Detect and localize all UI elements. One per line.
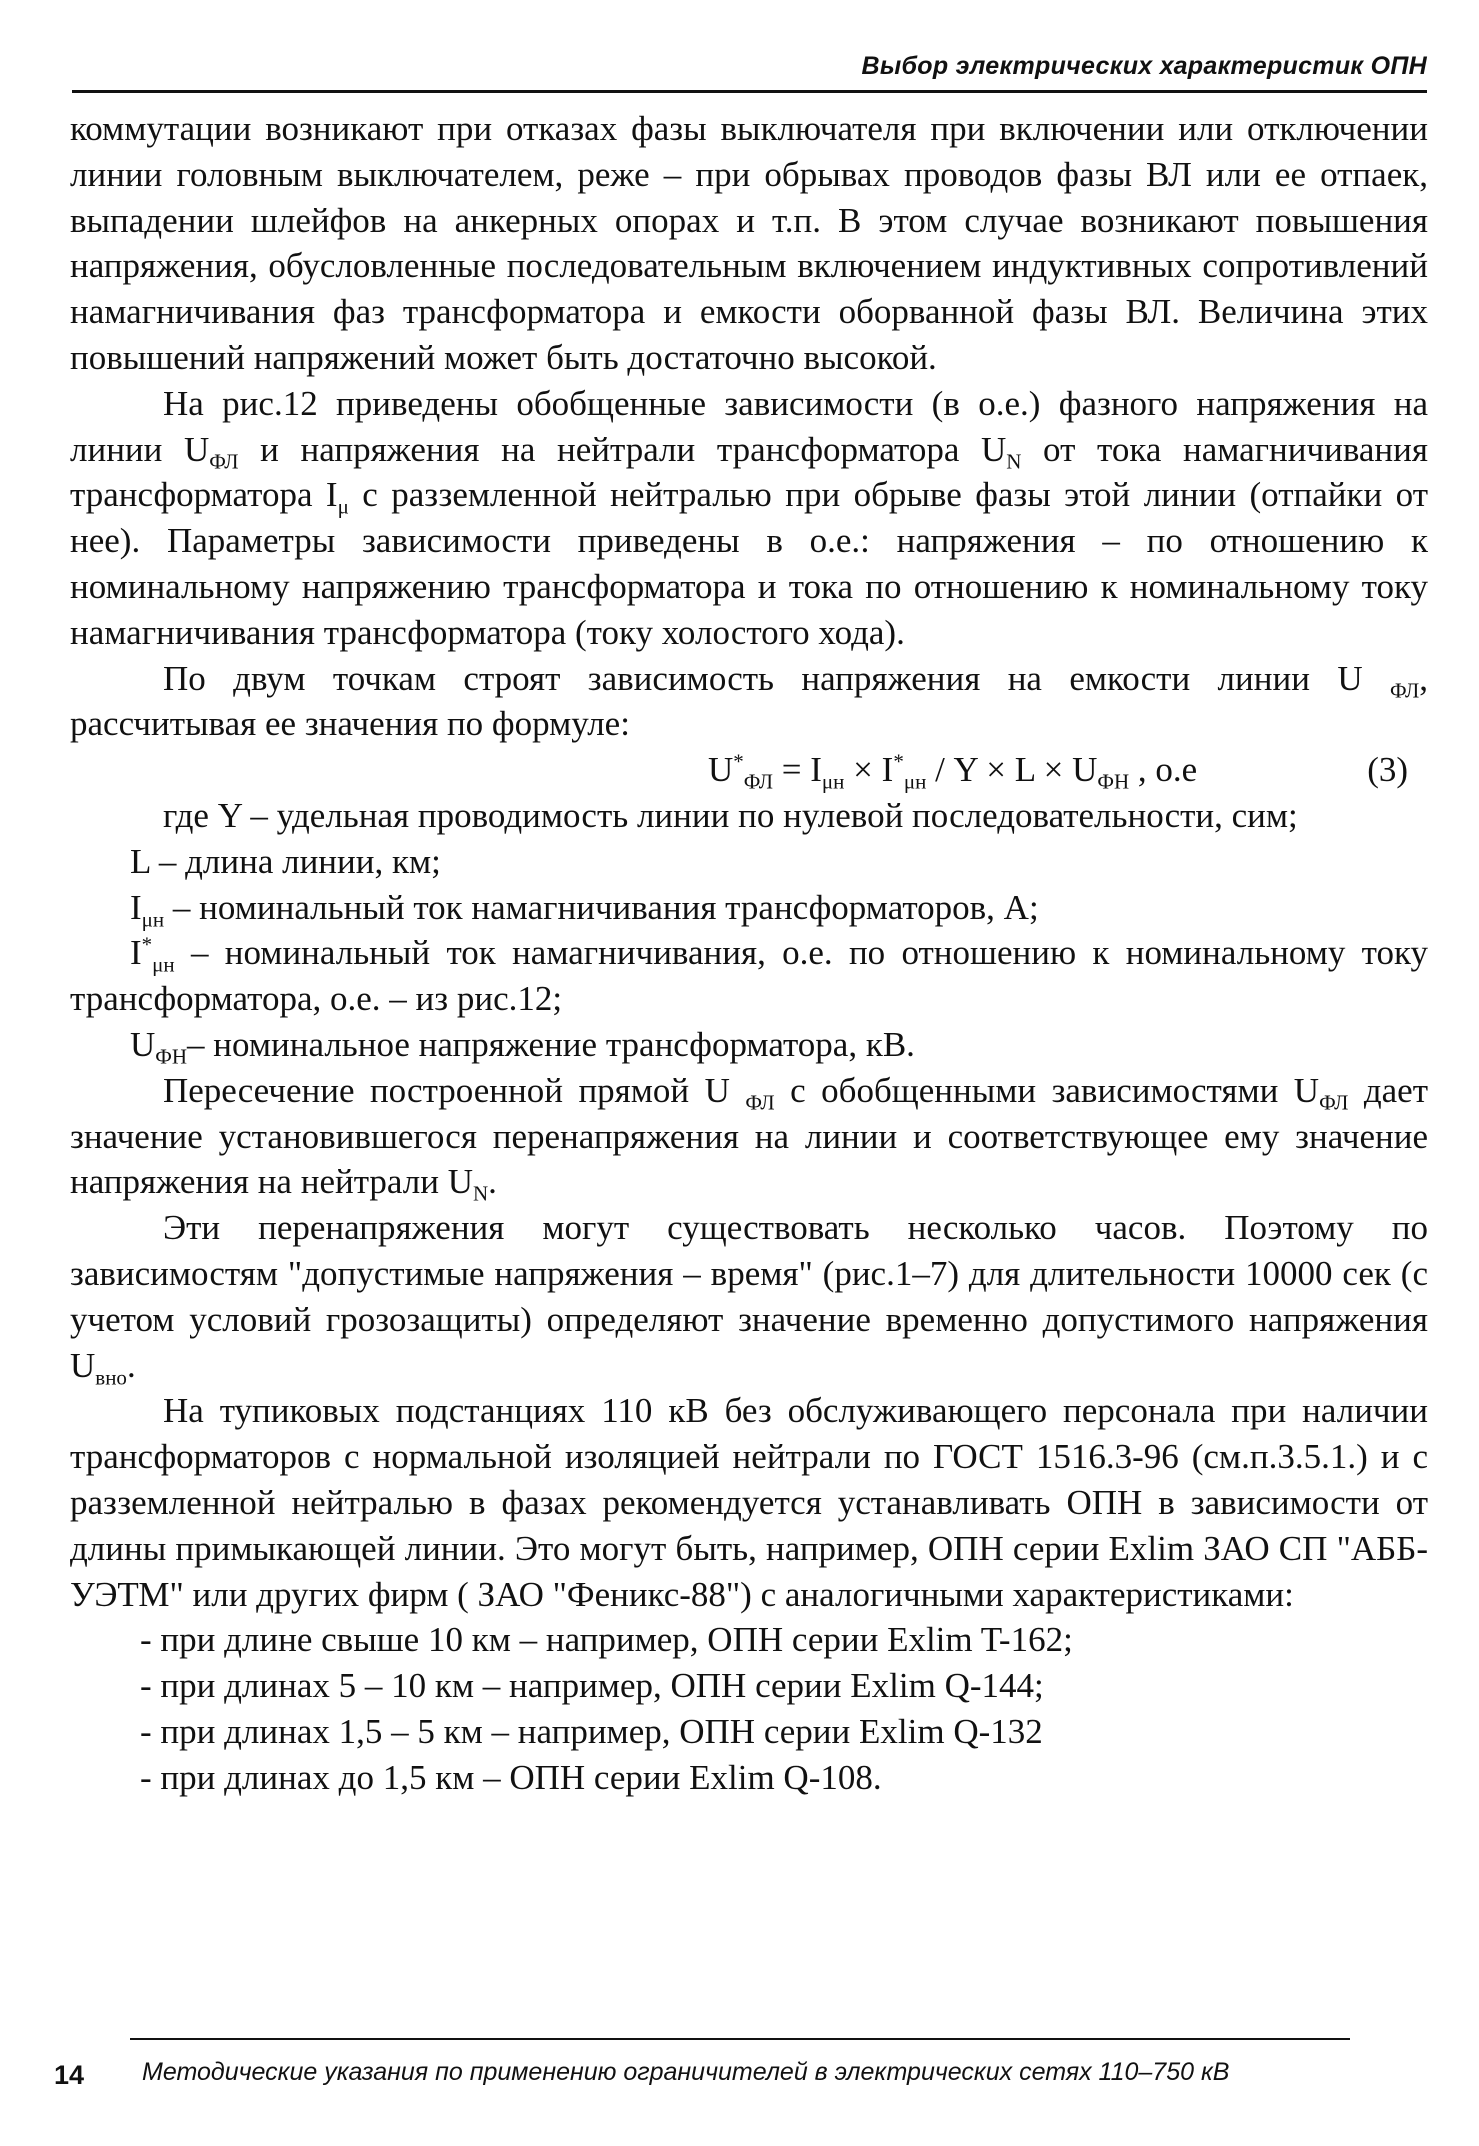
list-item: - при длине свыше 10 км – например, ОПН серии Exlim T-162; — [140, 1620, 1073, 1660]
paragraph-5: Эти перенапряжения могут существовать несколько часов. Поэтому по зависимостям "допустимые напряжения – время" (рис.1–7) для длительности 10000 сек (с учетом условий грозозащиты) определяют значение временно допустимого напряжения $U_{вно}$. — [70, 1208, 1428, 1389]
definition-l: L – длина линии, км; — [130, 841, 441, 881]
page-number: 14 — [54, 2060, 85, 2090]
footer-title: Методические указания по применению ограничителей в электрических сетях 110–750 кВ — [142, 2058, 1230, 2086]
definition-y: где Y – удельная проводимость линии по нулевой последовательности, сим; — [163, 795, 1298, 835]
formula-3 — [70, 747, 1428, 793]
arrester-list — [70, 1617, 1428, 1800]
definition-i-star: $I^*_{\mu н}$ – номинальный ток намагничивания, о.е. по отношению к номинальному току трансформатора, о.е. – из рис.12; — [70, 932, 1428, 1019]
list-item: - при длинах 5 – 10 км – например, ОПН серии Exlim Q-144; — [140, 1666, 1044, 1706]
paragraph-3: По двум точкам строят зависимость напряжения на емкости линии U $_{ФЛ}$, рассчитывая ее значения по формуле: — [70, 658, 1429, 744]
list-item: - при длинах до 1,5 км – ОПН серии Exlim Q-108. — [140, 1757, 882, 1797]
variable-definitions — [70, 793, 1428, 1068]
running-header: Выбор электрических характеристик ОПН — [861, 52, 1427, 80]
list-item: - при длинах 1,5 – 5 км – например, ОПН серии Exlim Q-132 — [140, 1711, 1043, 1751]
paragraph-2: На рис.12 приведены обобщенные зависимости (в о.е.) фазного напряжения на линии $U_{ФЛ}$ и напряжения на нейтрали трансформатора $U_N$ от тока намагничивания трансформатора $I_\mu$ с разземленной нейтралью при обрыве фазы этой линии (отпайки от нее). Параметры зависимости приведены в о.е.: напряжения – по отношению к номинальному напряжению трансформатора и тока по отношению к номинальному току намагничивания трансформатора (току холостого хода). — [70, 383, 1428, 652]
formula-expression: $U^*_{ФЛ} = I_{\mu н} \times I^*_{\mu н} / Y \times L \times U_{ФН}$ , о.е — [707, 749, 1198, 794]
formula-number: (3) — [1367, 750, 1408, 790]
paragraph-6: На тупиковых подстанциях 110 кВ без обслуживающего персонала при наличии трансформаторов с нормальной изоляцией нейтрали по ГОСТ 1516.3-96 (см.п.3.5.1.) и с разземленной нейтралью в фазах рекомендуется устанавливать ОПН в зависимости от длины примыкающей линии. Это могут быть, например, ОПН серии Exlim ЗАО СП "АББ-УЭТМ" или других фирм ( ЗАО "Феникс-88") с аналогичными характеристиками: — [70, 1391, 1428, 1614]
paragraph-1: коммутации возникают при отказах фазы выключателя при включении или отключении линии головным выключателем, реже – при обрывах проводов фазы ВЛ или ее отпаек, выпадении шлейфов на анкерных опорах и т.п. В этом случае возникают повышения напряжения, обусловленные последовательным включением индуктивных сопротивлений намагничивания фаз трансформатора и емкости оборванной фазы ВЛ. Величина этих повышений напряжений может быть достаточно высокой. — [70, 109, 1428, 377]
body-text — [70, 106, 1428, 1800]
definition-i: $I_{\mu н}$ – номинальный ток намагничивания трансформаторов, А; — [130, 887, 1039, 931]
definition-u: $U_{ФН}-$ номинальное напряжение трансформатора, кВ. — [130, 1024, 915, 1069]
header-rule — [72, 90, 1427, 93]
footer-rule — [130, 2038, 1350, 2040]
paragraph-4: Пересечение построенной прямой U $_{ФЛ}$ с обобщенными зависимостями $U_{ФЛ}$ дает значение установившегося перенапряжения на линии и соответствующее ему значение напряжения на нейтрали $U_N$. — [70, 1070, 1428, 1206]
